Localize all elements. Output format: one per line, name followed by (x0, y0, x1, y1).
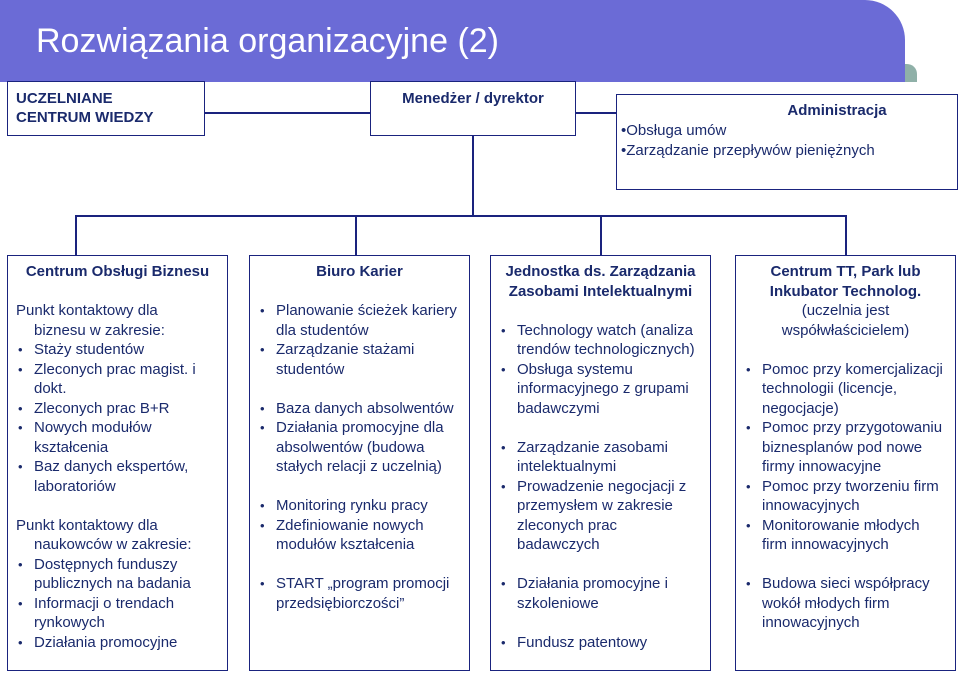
connector-line (600, 215, 602, 255)
list-item: • Fundusz patentowy (499, 633, 702, 653)
intellectual-resources-unit-box (490, 255, 711, 671)
career-office-box (249, 255, 470, 671)
administration-title: Administracja (787, 102, 887, 119)
list-item: • Zleconych prac B+R (16, 399, 219, 419)
connector-line (472, 136, 474, 216)
connector-line (75, 215, 77, 255)
list-item: • Prowadzenie negocjacji z przemysłem w zakresie zleconych prac badawczych (499, 477, 702, 555)
list-item: • Pomoc przy komercjalizacji technologii (licencje, negocjacje) (744, 360, 947, 419)
connector-line (355, 215, 357, 255)
banner-decoration (905, 64, 917, 82)
column-subtitle: (uczelnia jest współwłaścicielem) (781, 302, 910, 339)
administration-item: •Obsługa umów (621, 122, 727, 139)
list-item: • Pomoc przy przygotowaniu biznesplanów pod nowe firmy innowacyjne (744, 418, 947, 477)
column-title: Jednostka ds. Zarządzania Zasobami Intelektualnymi (505, 263, 696, 300)
page-title: Rozwiązania organizacyjne (2) (36, 22, 500, 60)
list-item: • Staży studentów (16, 340, 219, 360)
intro-text: Punkt kontaktowy dla (16, 516, 158, 534)
list-item: • Monitorowanie młodych firm innowacyjnych (744, 516, 947, 555)
list-item: • Działania promocyjne i szkoleniowe (499, 574, 702, 613)
list-item: • Planowanie ścieżek kariery dla studentów (258, 301, 461, 340)
list-item: • Nowych modułów kształcenia (16, 418, 219, 457)
list-item: • Informacji o trendach rynkowych (16, 594, 219, 633)
intro-text: biznesu w zakresie: (34, 321, 165, 339)
list-item: • Zarządzanie zasobami intelektualnymi (499, 438, 702, 477)
list-item: • START „program promocji przedsiębiorczości” (258, 574, 461, 613)
technology-transfer-center-box (735, 255, 956, 671)
connector-line (205, 112, 370, 114)
column-title: Biuro Karier (316, 263, 403, 280)
connector-line (75, 215, 845, 217)
intro-text: naukowców w zakresie: (34, 536, 192, 553)
list-item: • Działania promocyjne (16, 633, 219, 653)
list-item: • Działania promocyjne dla absolwentów (budowa stałych relacji z uczelnią) (258, 418, 461, 477)
list-item: • Dostępnych funduszy publicznych na badania (16, 555, 219, 594)
connector-line (845, 215, 847, 255)
manager-label: Menedżer / dyrektor (402, 90, 544, 107)
list-item: • Obsługa systemu informacyjnego z grupami badawczymi (499, 360, 702, 419)
knowledge-center-box (7, 81, 205, 136)
column-title: Centrum TT, Park lub Inkubator Technolog. (769, 263, 922, 300)
intro-text: Punkt kontaktowy dla (16, 302, 158, 319)
knowledge-center-line1: UCZELNIANE (16, 90, 113, 107)
list-item: • Baz danych ekspertów, laboratoriów (16, 457, 219, 496)
administration-item: •Zarządzanie przepływów pieniężnych (621, 142, 875, 159)
connector-line (576, 112, 616, 114)
manager-box (370, 81, 576, 136)
column-title: Centrum Obsługi Biznesu (25, 263, 210, 280)
list-item: • Pomoc przy tworzeniu firm innowacyjnych (744, 477, 947, 516)
list-item: • Zarządzanie stażami studentów (258, 340, 461, 379)
list-item: • Technology watch (analiza trendów technologicznych) (499, 321, 702, 360)
list-item: • Monitoring rynku pracy (258, 496, 461, 516)
list-item: • Baza danych absolwentów (258, 399, 461, 419)
administration-box (616, 94, 958, 190)
business-service-center-box (7, 255, 228, 671)
list-item: • Zdefiniowanie nowych modułów kształcenia (258, 516, 461, 555)
list-item: • Zleconych prac magist. i dokt. (16, 360, 219, 399)
knowledge-center-line2: CENTRUM WIEDZY (16, 109, 154, 126)
list-item: • Budowa sieci współpracy wokół młodych firm innowacyjnych (744, 574, 947, 633)
